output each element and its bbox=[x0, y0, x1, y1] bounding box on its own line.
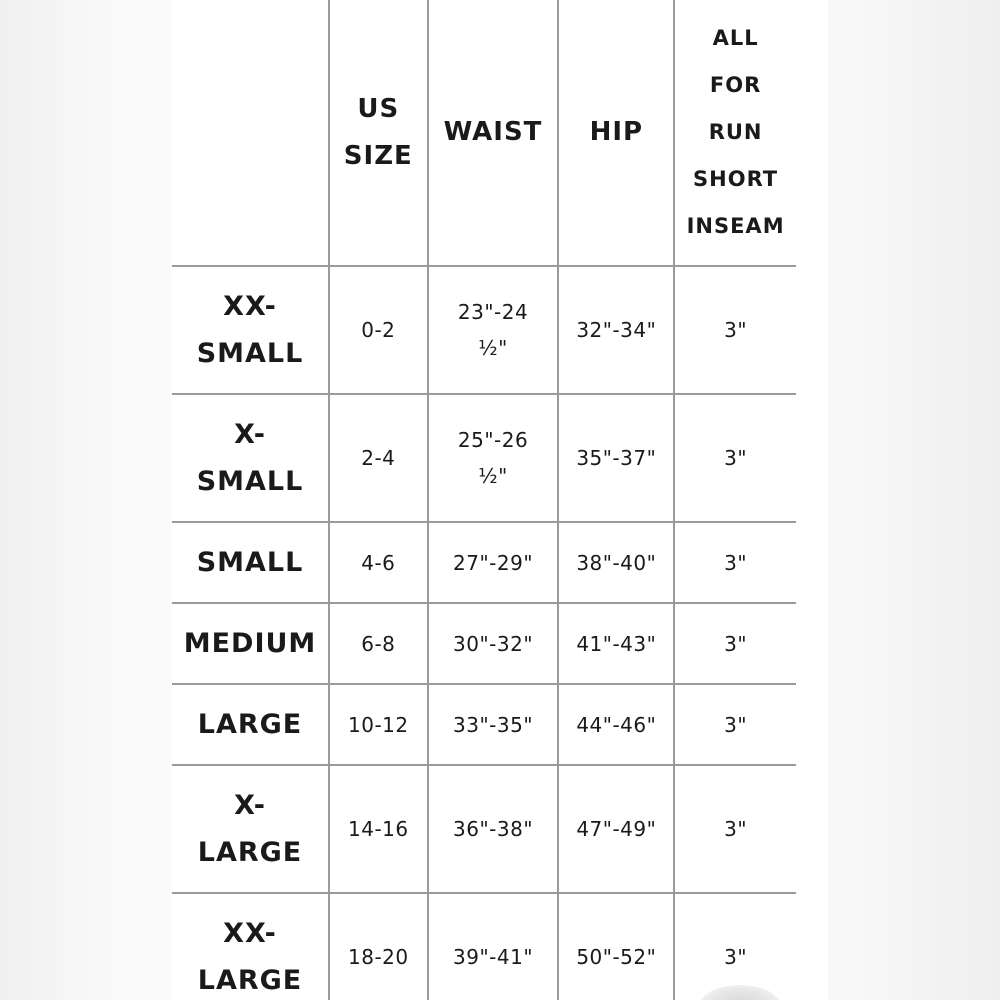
header-label-cell bbox=[172, 0, 329, 266]
size-label-cell bbox=[172, 394, 329, 522]
waist-cell bbox=[428, 266, 559, 394]
inseam-cell bbox=[674, 266, 796, 394]
hip-value: 44"-46" bbox=[576, 712, 657, 737]
size-label-cell bbox=[172, 266, 329, 394]
us-size-cell bbox=[329, 266, 428, 394]
waist-cell bbox=[428, 522, 559, 603]
us-size-value: 4-6 bbox=[361, 550, 396, 575]
us-size-cell bbox=[329, 522, 428, 603]
header-hip-cell bbox=[558, 0, 674, 266]
header-row bbox=[172, 0, 796, 266]
waist-cell bbox=[428, 684, 559, 765]
size-label: XX- LARGE bbox=[197, 918, 303, 996]
table-row bbox=[172, 394, 796, 522]
inseam-cell bbox=[674, 765, 796, 893]
inseam-value: 3" bbox=[724, 446, 748, 470]
size-label: X- SMALL bbox=[196, 419, 304, 497]
hip-value: 35"-37" bbox=[576, 446, 657, 470]
waist-value: 39"-41" bbox=[453, 945, 534, 969]
waist-cell bbox=[428, 893, 559, 1000]
table-row bbox=[172, 765, 796, 893]
size-label-cell bbox=[172, 893, 329, 1000]
hip-value: 47"-49" bbox=[576, 817, 657, 841]
size-label: SMALL bbox=[196, 547, 304, 578]
us-size-cell bbox=[329, 603, 428, 684]
waist-cell bbox=[428, 603, 559, 684]
waist-value: 25"-26 ½" bbox=[457, 428, 529, 488]
header-inseam-cell bbox=[674, 0, 796, 266]
us-size-cell bbox=[329, 765, 428, 893]
inseam-value: 3" bbox=[724, 318, 748, 342]
inseam-value: 3" bbox=[724, 945, 748, 969]
us-size-value: 18-20 bbox=[348, 945, 409, 969]
us-size-value: 0-2 bbox=[361, 318, 396, 342]
inseam-cell bbox=[674, 394, 796, 522]
hip-cell bbox=[558, 394, 674, 522]
waist-value: 27"-29" bbox=[453, 550, 534, 575]
header-waist-cell bbox=[428, 0, 559, 266]
us-size-value: 6-8 bbox=[361, 631, 396, 656]
inseam-value: 3" bbox=[724, 712, 748, 737]
hip-cell bbox=[558, 603, 674, 684]
inseam-cell bbox=[674, 603, 796, 684]
inseam-value: 3" bbox=[724, 550, 748, 575]
inseam-cell bbox=[674, 893, 796, 1000]
size-label: XX- SMALL bbox=[196, 291, 304, 369]
size-chart-table bbox=[172, 0, 796, 1000]
us-size-cell bbox=[329, 394, 428, 522]
hip-cell bbox=[558, 893, 674, 1000]
size-label: X- LARGE bbox=[197, 790, 303, 868]
waist-value: 30"-32" bbox=[453, 631, 534, 656]
us-size-value: 14-16 bbox=[348, 817, 409, 841]
header-us-size-cell bbox=[329, 0, 428, 266]
size-label-cell bbox=[172, 522, 329, 603]
waist-value: 36"-38" bbox=[453, 817, 534, 841]
size-label: MEDIUM bbox=[183, 628, 317, 659]
table-row bbox=[172, 266, 796, 394]
hip-value: 38"-40" bbox=[576, 550, 657, 575]
table-row bbox=[172, 684, 796, 765]
table-row bbox=[172, 893, 796, 1000]
header-us-size: US SIZE bbox=[343, 93, 413, 171]
us-size-value: 10-12 bbox=[348, 712, 409, 737]
table-row bbox=[172, 603, 796, 684]
header-hip: HIP bbox=[589, 117, 644, 147]
size-label-cell bbox=[172, 603, 329, 684]
us-size-cell bbox=[329, 684, 428, 765]
inseam-value: 3" bbox=[724, 631, 748, 656]
waist-cell bbox=[428, 765, 559, 893]
hip-cell bbox=[558, 684, 674, 765]
size-label: LARGE bbox=[197, 709, 303, 740]
hip-cell bbox=[558, 765, 674, 893]
table-row bbox=[172, 522, 796, 603]
hip-value: 41"-43" bbox=[576, 631, 657, 656]
hip-cell bbox=[558, 266, 674, 394]
waist-value: 33"-35" bbox=[453, 712, 534, 737]
header-waist: WAIST bbox=[443, 117, 543, 147]
size-label-cell bbox=[172, 765, 329, 893]
inseam-cell bbox=[674, 684, 796, 765]
waist-value: 23"-24 ½" bbox=[457, 300, 529, 360]
hip-cell bbox=[558, 522, 674, 603]
waist-cell bbox=[428, 394, 559, 522]
hip-value: 50"-52" bbox=[576, 945, 657, 969]
header-inseam: ALL FOR RUN SHORT INSEAM bbox=[686, 26, 785, 238]
hip-value: 32"-34" bbox=[576, 318, 657, 342]
inseam-cell bbox=[674, 522, 796, 603]
size-label-cell bbox=[172, 684, 329, 765]
us-size-cell bbox=[329, 893, 428, 1000]
us-size-value: 2-4 bbox=[361, 446, 396, 470]
inseam-value: 3" bbox=[724, 817, 748, 841]
